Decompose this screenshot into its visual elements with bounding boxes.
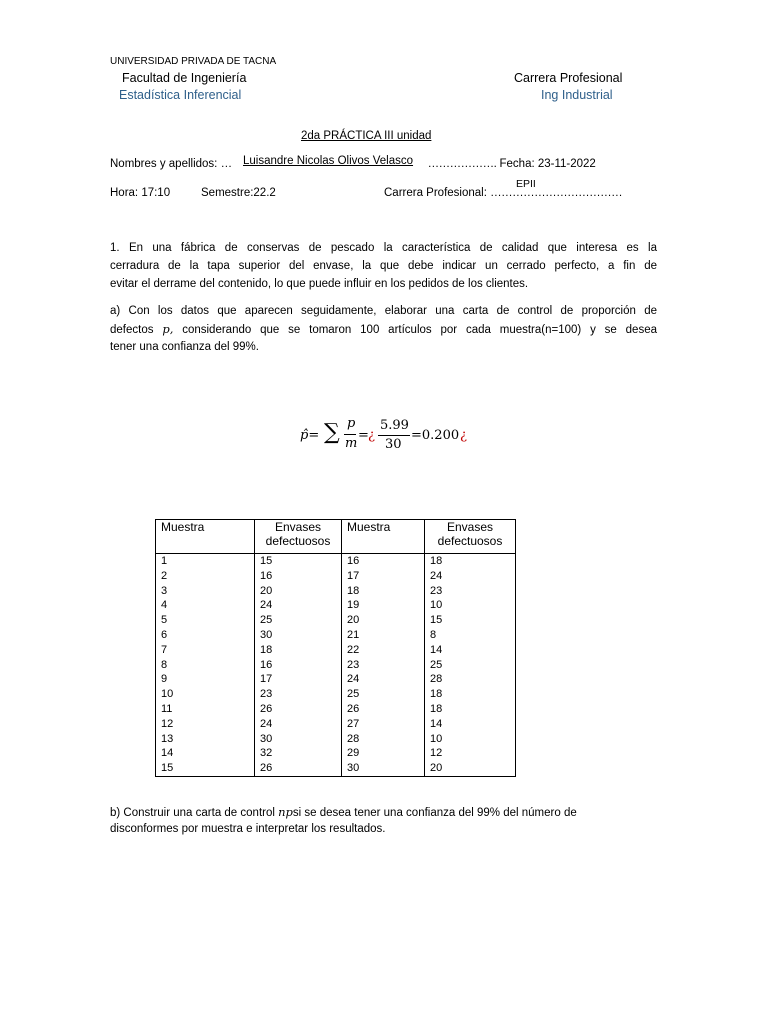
table-row	[156, 732, 516, 747]
table-row	[156, 643, 516, 658]
table-cell: 6	[156, 628, 255, 643]
question-1-line: evitar el derrame del contenido, lo que puede influir en los pedidos de los clientes.	[110, 278, 529, 290]
table-cell: 27	[342, 717, 425, 732]
formula-num-p: p	[347, 416, 356, 431]
table-cell: 10	[156, 687, 255, 702]
table-cell: 17	[342, 569, 425, 584]
table-cell: 17	[255, 672, 342, 687]
table-cell: 24	[342, 672, 425, 687]
table-cell: 11	[156, 702, 255, 717]
header-muestra: Muestra	[342, 520, 425, 554]
table-cell: 8	[156, 658, 255, 673]
part-b-text: si se desea tener una confianza del 99% del número de	[292, 807, 577, 819]
formula-error-glyph: ¿	[460, 428, 467, 443]
student-name: Luisandre Nicolas Olivos Velasco	[243, 155, 414, 167]
career-row	[384, 187, 622, 199]
name-dots-post: ……………….	[427, 158, 497, 170]
table-row	[156, 628, 516, 643]
career-dots: ………………………………	[490, 187, 623, 199]
name-label: Nombres y apellidos:	[110, 158, 218, 170]
table-cell: 7	[156, 643, 255, 658]
table-cell: 10	[425, 598, 516, 613]
table-cell: 10	[425, 732, 516, 747]
variable-np: np	[278, 805, 293, 819]
table-cell: 4	[156, 598, 255, 613]
table-cell: 15	[425, 613, 516, 628]
table-cell: 25	[425, 658, 516, 673]
data-table	[155, 519, 516, 777]
part-b-text: b) Construir una carta de control	[110, 807, 279, 819]
table-cell: 18	[425, 702, 516, 717]
fraction-bar	[378, 435, 410, 436]
part-a-text: considerando que se tomaron 100 artículos por cada muestra(n=100) y se desea	[173, 324, 657, 336]
table-row	[156, 702, 516, 717]
formula-error-glyph: ¿	[368, 428, 375, 443]
table-cell: 2	[156, 569, 255, 584]
table-cell: 15	[255, 554, 342, 569]
table-cell: 30	[255, 732, 342, 747]
table-cell: 28	[425, 672, 516, 687]
part-a-line: tener una confianza del 99%.	[110, 341, 259, 353]
table-cell: 16	[255, 658, 342, 673]
table-row	[156, 598, 516, 613]
fraction-bar	[344, 434, 356, 435]
table-cell: 25	[342, 687, 425, 702]
sum-symbol: ∑	[324, 420, 340, 445]
table-cell: 23	[342, 658, 425, 673]
table-cell: 26	[255, 761, 342, 776]
table-cell: 23	[425, 584, 516, 599]
table-cell: 29	[342, 746, 425, 761]
career-label: Carrera Profesional	[514, 71, 623, 85]
table-row	[156, 761, 516, 776]
date-field: Fecha: 23-11-2022	[499, 158, 596, 170]
table-body	[156, 554, 516, 777]
table-cell: 5	[156, 613, 255, 628]
university-name: UNIVERSIDAD PRIVADA DE TACNA	[110, 56, 277, 67]
table-cell: 15	[156, 761, 255, 776]
table-row	[156, 613, 516, 628]
table-cell: 25	[255, 613, 342, 628]
variable-p: p,	[162, 322, 174, 336]
header-envases: Envases defectuosos	[255, 520, 342, 554]
faculty-name: Facultad de Ingeniería	[122, 71, 247, 85]
table-row	[156, 672, 516, 687]
part-b-line	[110, 805, 577, 819]
table-cell: 16	[342, 554, 425, 569]
table-cell: 22	[342, 643, 425, 658]
table-cell: 28	[342, 732, 425, 747]
header-muestra: Muestra	[156, 520, 255, 554]
header-envases: Envases defectuosos	[425, 520, 516, 554]
table-row	[156, 717, 516, 732]
table-cell: 23	[255, 687, 342, 702]
table-header-row	[156, 520, 516, 554]
table-cell: 19	[342, 598, 425, 613]
semester-field: Semestre:22.2	[201, 187, 276, 199]
table-cell: 8	[425, 628, 516, 643]
table-row	[156, 554, 516, 569]
table-cell: 26	[255, 702, 342, 717]
question-1	[110, 239, 657, 293]
formula-numerator: 5.99	[380, 418, 409, 433]
table-cell: 24	[425, 569, 516, 584]
table-row	[156, 687, 516, 702]
table-cell: 20	[255, 584, 342, 599]
course-name: Estadística Inferencial	[119, 88, 242, 102]
table-cell: 14	[425, 717, 516, 732]
table-row	[156, 658, 516, 673]
formula-result: =0.200	[411, 428, 460, 443]
table-cell: 26	[342, 702, 425, 717]
hour-field: Hora: 17:10	[110, 187, 171, 199]
formula-phat: p̂=	[300, 428, 320, 443]
career-form-label: Carrera Profesional:	[384, 187, 487, 199]
part-a-line: a) Con los datos que aparecen seguidamente, elaborar una carta de control de proporción de	[110, 305, 657, 317]
table-cell: 3	[156, 584, 255, 599]
formula-eq: =	[358, 428, 369, 443]
table-cell: 9	[156, 672, 255, 687]
table-cell: 30	[342, 761, 425, 776]
part-a-text: defectos	[110, 324, 163, 336]
table-cell: 18	[425, 554, 516, 569]
table-cell: 1	[156, 554, 255, 569]
career-value: EPII	[516, 178, 536, 190]
table-row	[156, 584, 516, 599]
part-b-line: disconformes por muestra e interpretar los resultados.	[110, 823, 386, 835]
part-a	[110, 302, 657, 356]
table-cell: 12	[156, 717, 255, 732]
table-cell: 18	[342, 584, 425, 599]
table-cell: 24	[255, 598, 342, 613]
question-1-line: cerradura de la tapa superior del envase, la que debe indicar un cerrado perfecto, a fin de	[110, 260, 657, 272]
page-title: 2da PRÁCTICA III unidad	[301, 130, 432, 142]
table-cell: 20	[425, 761, 516, 776]
question-1-line: 1. En una fábrica de conservas de pescado la característica de calidad que interesa es la	[110, 242, 657, 254]
table-cell: 14	[156, 746, 255, 761]
table-cell: 12	[425, 746, 516, 761]
part-a-line	[110, 320, 657, 338]
table-cell: 13	[156, 732, 255, 747]
name-dots-pre: …	[220, 158, 232, 170]
formula-den-m: m	[345, 436, 358, 451]
table-row	[156, 569, 516, 584]
table-cell: 16	[255, 569, 342, 584]
table-cell: 24	[255, 717, 342, 732]
table-cell: 30	[255, 628, 342, 643]
table-row	[156, 746, 516, 761]
table-cell: 18	[425, 687, 516, 702]
table-cell: 18	[255, 643, 342, 658]
table-cell: 21	[342, 628, 425, 643]
table-cell: 14	[425, 643, 516, 658]
table-cell: 20	[342, 613, 425, 628]
career-name: Ing Industrial	[541, 88, 613, 102]
table-cell: 32	[255, 746, 342, 761]
formula-denominator: 30	[385, 437, 402, 452]
